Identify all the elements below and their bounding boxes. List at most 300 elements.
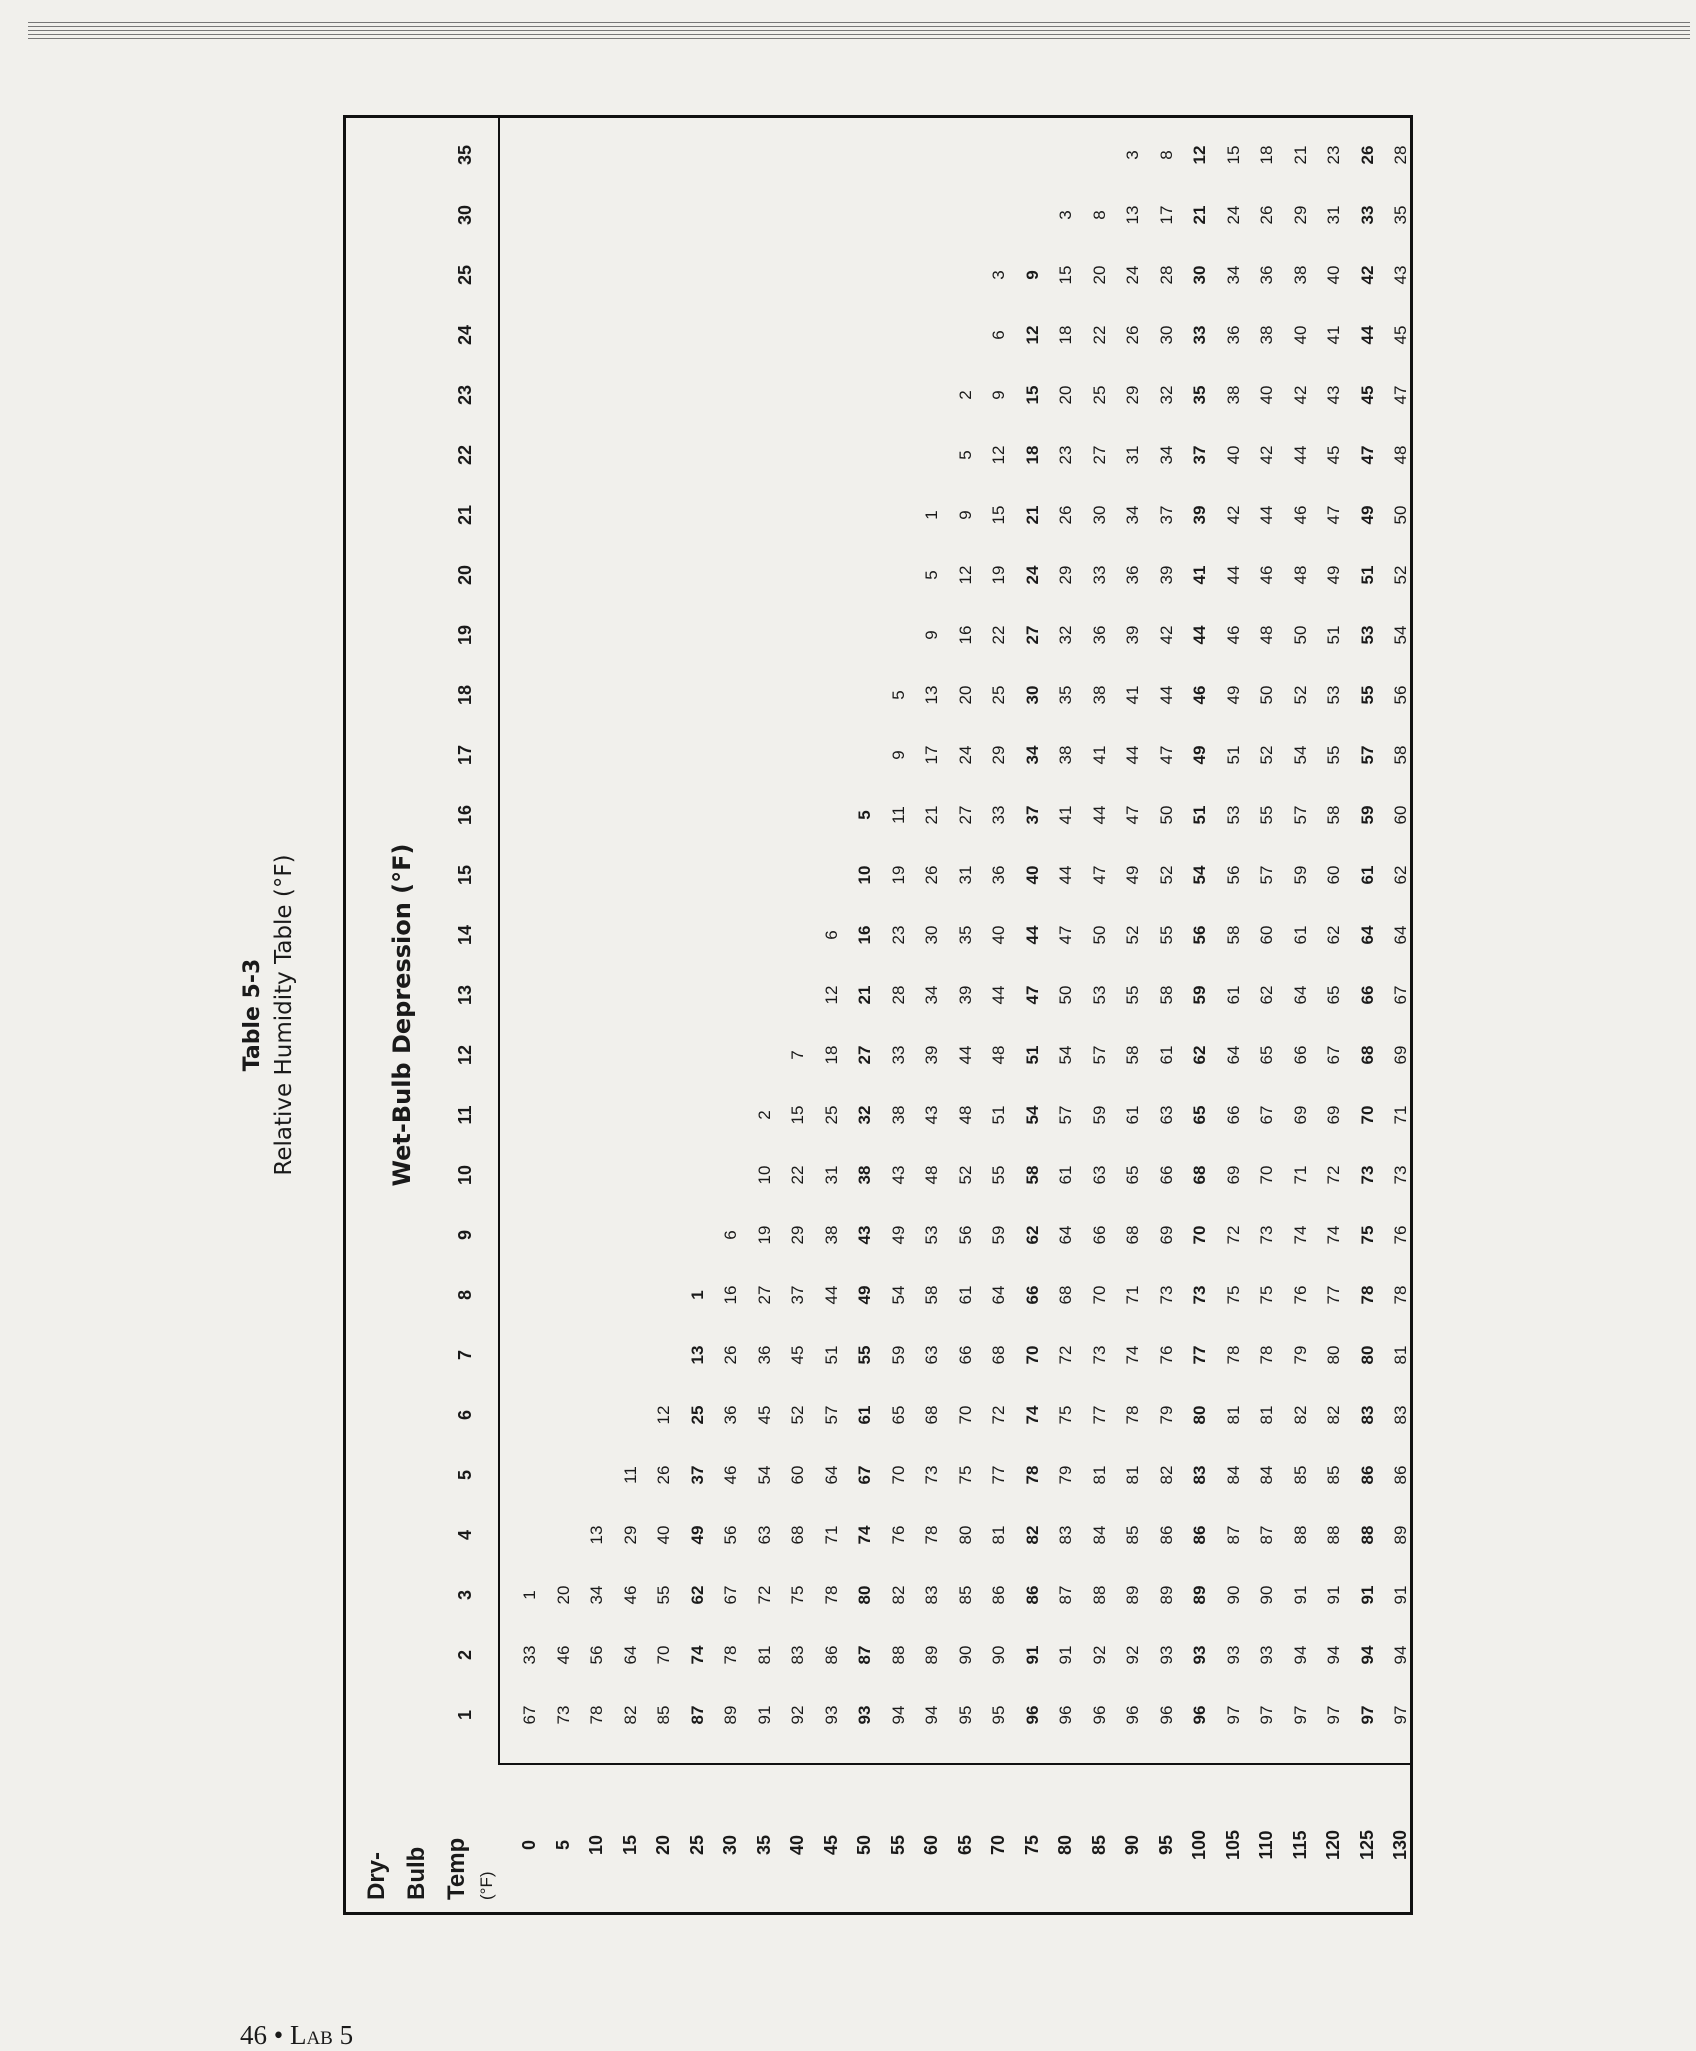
column-header: 14 — [455, 924, 475, 946]
humidity-cell: 90 — [1223, 1585, 1243, 1605]
humidity-cell: 47 — [1123, 805, 1142, 825]
humidity-cell: 85 — [955, 1585, 975, 1605]
humidity-cell: 27 — [1089, 445, 1109, 465]
table-row — [982, 115, 1015, 1915]
header-divider — [498, 115, 500, 1765]
humidity-cell: 27 — [955, 805, 975, 825]
humidity-cell: 59 — [888, 1345, 908, 1365]
humidity-cell: 63 — [922, 1345, 941, 1365]
humidity-cell: 87 — [1257, 1525, 1276, 1545]
humidity-cell: 83 — [1190, 1465, 1209, 1485]
humidity-cell: 40 — [1257, 385, 1276, 405]
humidity-cell: 45 — [788, 1345, 807, 1365]
humidity-cell: 75 — [1223, 1285, 1243, 1305]
humidity-cell: 51 — [1324, 625, 1343, 645]
humidity-cell: 63 — [1089, 1165, 1109, 1185]
humidity-cell: 16 — [955, 625, 975, 645]
humidity-cell: 58 — [922, 1285, 941, 1305]
humidity-cell: 91 — [1391, 1585, 1410, 1605]
column-header: 12 — [455, 1044, 475, 1066]
dry-bulb-temp: 130 — [1390, 1829, 1410, 1861]
humidity-cell: 42 — [1156, 625, 1176, 645]
humidity-cell: 64 — [620, 1645, 640, 1665]
table-row — [1317, 115, 1350, 1915]
humidity-cell: 59 — [1190, 985, 1209, 1005]
humidity-cell: 26 — [922, 865, 941, 885]
humidity-cell: 25 — [989, 685, 1008, 705]
humidity-cell: 59 — [989, 1225, 1008, 1245]
humidity-cell: 81 — [1223, 1405, 1243, 1425]
column-header: 10 — [455, 1164, 475, 1186]
humidity-cell: 47 — [1156, 745, 1176, 765]
humidity-cell: 8 — [1156, 150, 1176, 160]
humidity-cell: 24 — [1123, 265, 1142, 285]
humidity-cell: 52 — [1391, 565, 1410, 585]
humidity-cell: 74 — [1123, 1345, 1142, 1365]
humidity-cell: 49 — [1223, 685, 1243, 705]
humidity-cell: 82 — [1022, 1525, 1042, 1545]
humidity-cell: 24 — [1223, 205, 1243, 225]
humidity-cell: 46 — [620, 1585, 640, 1605]
humidity-cell: 55 — [855, 1345, 874, 1365]
humidity-cell: 66 — [955, 1345, 975, 1365]
humidity-cell: 61 — [955, 1285, 975, 1305]
humidity-cell: 39 — [922, 1045, 941, 1065]
humidity-cell: 40 — [1290, 325, 1310, 345]
humidity-cell: 26 — [1123, 325, 1142, 345]
humidity-cell: 16 — [855, 925, 874, 945]
humidity-cell: 18 — [1056, 325, 1075, 345]
humidity-cell: 52 — [1257, 745, 1276, 765]
humidity-cell: 9 — [989, 390, 1008, 400]
humidity-cell: 50 — [1257, 685, 1276, 705]
humidity-cell: 34 — [1223, 265, 1243, 285]
humidity-cell: 94 — [1290, 1645, 1310, 1665]
humidity-cell: 90 — [989, 1645, 1008, 1665]
humidity-cell: 24 — [955, 745, 975, 765]
humidity-cell: 53 — [1324, 685, 1343, 705]
humidity-cell: 78 — [721, 1645, 740, 1665]
humidity-cell: 48 — [922, 1165, 941, 1185]
humidity-cell: 29 — [1123, 385, 1142, 405]
humidity-cell: 88 — [1324, 1525, 1343, 1545]
humidity-cell: 70 — [1022, 1345, 1042, 1365]
humidity-cell: 36 — [1257, 265, 1276, 285]
humidity-cell: 84 — [1257, 1465, 1276, 1485]
table-row — [547, 115, 580, 1915]
humidity-cell: 78 — [1257, 1345, 1276, 1365]
humidity-cell: 31 — [955, 865, 975, 885]
humidity-cell: 23 — [1056, 445, 1075, 465]
humidity-cell: 39 — [1156, 565, 1176, 585]
page-number: 46 — [240, 2020, 267, 2050]
dry-bulb-temp: 55 — [887, 1834, 908, 1856]
humidity-cell: 49 — [1123, 865, 1142, 885]
humidity-cell: 26 — [1357, 145, 1377, 165]
column-header: 35 — [455, 144, 475, 166]
humidity-cell: 96 — [1089, 1705, 1109, 1725]
humidity-cell: 15 — [1022, 385, 1042, 405]
rotated-table-block — [240, 115, 1413, 1915]
table-row — [815, 115, 848, 1915]
humidity-cell: 65 — [1257, 1045, 1276, 1065]
humidity-cell: 93 — [855, 1705, 874, 1725]
humidity-cell: 91 — [1022, 1645, 1042, 1665]
humidity-cell: 47 — [1391, 385, 1410, 405]
humidity-cell: 46 — [553, 1645, 573, 1665]
humidity-cell: 38 — [1257, 325, 1276, 345]
dry-bulb-temp: 45 — [820, 1834, 841, 1856]
humidity-cell: 57 — [1357, 745, 1377, 765]
humidity-cell: 49 — [855, 1285, 874, 1305]
humidity-cell: 91 — [1357, 1585, 1377, 1605]
humidity-cell: 77 — [1089, 1405, 1109, 1425]
humidity-cell: 78 — [1357, 1285, 1377, 1305]
humidity-cell: 11 — [888, 806, 908, 824]
humidity-cell: 67 — [1391, 985, 1410, 1005]
dry-bulb-temp: 20 — [653, 1834, 673, 1856]
humidity-cell: 10 — [855, 865, 874, 885]
humidity-cell: 88 — [1089, 1585, 1109, 1605]
humidity-cell: 70 — [1190, 1225, 1209, 1245]
humidity-cell: 13 — [922, 685, 941, 705]
humidity-cell: 51 — [1223, 745, 1243, 765]
humidity-cell: 47 — [1324, 505, 1343, 525]
humidity-cell: 5 — [855, 810, 874, 820]
dry-bulb-temp: 75 — [1021, 1834, 1042, 1856]
humidity-cell: 85 — [654, 1705, 673, 1725]
humidity-cell: 6 — [821, 930, 841, 940]
humidity-cell: 87 — [1056, 1585, 1075, 1605]
humidity-cell: 72 — [1056, 1345, 1075, 1365]
humidity-cell: 71 — [1290, 1165, 1310, 1185]
dry-bulb-temp: 50 — [854, 1834, 874, 1856]
humidity-cell: 76 — [1290, 1285, 1310, 1305]
humidity-cell: 34 — [1156, 445, 1176, 465]
humidity-cell: 96 — [1190, 1705, 1209, 1725]
humidity-cell: 70 — [1357, 1105, 1377, 1125]
humidity-cell: 41 — [1123, 685, 1142, 705]
dry-bulb-temp: 120 — [1323, 1829, 1343, 1861]
humidity-cell: 69 — [1290, 1105, 1310, 1125]
table-row — [647, 115, 680, 1915]
humidity-cell: 37 — [687, 1465, 707, 1485]
humidity-cell: 56 — [587, 1645, 606, 1665]
humidity-cell: 27 — [855, 1045, 874, 1065]
humidity-cell: 47 — [1357, 445, 1377, 465]
column-header: 9 — [455, 1230, 475, 1241]
page-footer — [240, 2020, 353, 2051]
humidity-cell: 77 — [1190, 1345, 1209, 1365]
humidity-cell: 13 — [1123, 205, 1142, 225]
humidity-cell: 64 — [1391, 925, 1410, 945]
humidity-cell: 36 — [754, 1345, 774, 1365]
humidity-cell: 64 — [821, 1465, 841, 1485]
humidity-cell: 5 — [922, 570, 941, 580]
humidity-cell: 62 — [1190, 1045, 1209, 1065]
humidity-cell: 66 — [1156, 1165, 1176, 1185]
humidity-cell: 80 — [1190, 1405, 1209, 1425]
humidity-cell: 83 — [1056, 1525, 1075, 1545]
humidity-cell: 18 — [1022, 445, 1042, 465]
humidity-cell: 88 — [888, 1645, 908, 1665]
humidity-cell: 54 — [1290, 745, 1310, 765]
column-header: 6 — [455, 1410, 475, 1421]
humidity-cell: 51 — [1190, 805, 1209, 825]
humidity-cell: 89 — [1156, 1585, 1176, 1605]
humidity-cell: 50 — [1089, 925, 1109, 945]
table-row — [1217, 115, 1250, 1915]
humidity-cell: 6 — [721, 1230, 740, 1240]
table-row — [1284, 115, 1317, 1915]
dry-bulb-temp: 0 — [519, 1840, 539, 1851]
humidity-cell: 75 — [788, 1585, 807, 1605]
humidity-cell: 50 — [1156, 805, 1176, 825]
humidity-cell: 45 — [754, 1405, 774, 1425]
humidity-cell: 12 — [1022, 325, 1042, 345]
humidity-cell: 59 — [1357, 805, 1377, 825]
humidity-cell: 92 — [1089, 1645, 1109, 1665]
humidity-cell: 96 — [1022, 1705, 1042, 1725]
humidity-cell: 9 — [1022, 270, 1042, 280]
humidity-cell: 54 — [888, 1285, 908, 1305]
humidity-cell: 13 — [587, 1525, 606, 1545]
dry-bulb-temp: 70 — [988, 1834, 1008, 1856]
dry-bulb-temp: 30 — [720, 1834, 740, 1856]
humidity-cell: 70 — [654, 1645, 673, 1665]
humidity-cell: 88 — [1290, 1525, 1310, 1545]
humidity-cell: 31 — [821, 1165, 841, 1185]
humidity-cell: 36 — [721, 1405, 740, 1425]
dry-bulb-temp: 10 — [586, 1834, 606, 1856]
humidity-cell: 33 — [1357, 205, 1377, 225]
column-header: 19 — [455, 624, 475, 646]
humidity-cell: 54 — [1056, 1045, 1075, 1065]
table-row — [513, 115, 546, 1915]
humidity-cell: 95 — [955, 1705, 975, 1725]
humidity-cell: 76 — [888, 1525, 908, 1545]
humidity-cell: 67 — [1257, 1105, 1276, 1125]
humidity-cell: 79 — [1156, 1405, 1176, 1425]
humidity-cell: 57 — [1056, 1105, 1075, 1125]
humidity-cell: 53 — [1089, 985, 1109, 1005]
humidity-cell: 43 — [1391, 265, 1410, 285]
humidity-cell: 64 — [989, 1285, 1008, 1305]
humidity-cell: 23 — [1324, 145, 1343, 165]
humidity-cell: 32 — [1056, 625, 1075, 645]
humidity-cell: 74 — [1022, 1405, 1042, 1425]
humidity-cell: 80 — [1324, 1345, 1343, 1365]
humidity-cell: 53 — [922, 1225, 941, 1245]
humidity-cell: 89 — [1123, 1585, 1142, 1605]
humidity-cell: 69 — [1324, 1105, 1343, 1125]
humidity-cell: 57 — [1257, 865, 1276, 885]
humidity-cell: 78 — [1123, 1405, 1142, 1425]
humidity-cell: 33 — [888, 1045, 908, 1065]
humidity-cell: 44 — [1089, 805, 1109, 825]
humidity-cell: 23 — [888, 925, 908, 945]
humidity-cell: 19 — [754, 1225, 774, 1245]
humidity-cell: 53 — [1357, 625, 1377, 645]
humidity-cell: 55 — [654, 1585, 673, 1605]
humidity-cell: 87 — [855, 1645, 874, 1665]
humidity-cell: 78 — [1022, 1465, 1042, 1485]
lab-label: Lab 5 — [289, 2020, 354, 2050]
dry-bulb-temp: 35 — [753, 1834, 774, 1856]
humidity-cell: 11 — [620, 1466, 640, 1484]
dry-bulb-temp: 100 — [1189, 1829, 1209, 1861]
humidity-cell: 93 — [1257, 1645, 1276, 1665]
humidity-cell: 97 — [1257, 1705, 1276, 1725]
humidity-cell: 44 — [1022, 925, 1042, 945]
humidity-cell: 31 — [1123, 445, 1142, 465]
humidity-cell: 37 — [1156, 505, 1176, 525]
humidity-cell: 58 — [1123, 1045, 1142, 1065]
humidity-cell: 52 — [788, 1405, 807, 1425]
column-header: 7 — [455, 1350, 475, 1361]
humidity-cell: 80 — [955, 1525, 975, 1545]
humidity-cell: 50 — [1290, 625, 1310, 645]
humidity-cell: 58 — [1223, 925, 1243, 945]
dry-bulb-temp: 85 — [1088, 1834, 1109, 1856]
humidity-cell: 29 — [1056, 565, 1075, 585]
humidity-cell: 52 — [1290, 685, 1310, 705]
humidity-cell: 71 — [1391, 1105, 1410, 1125]
humidity-cell: 49 — [1324, 565, 1343, 585]
humidity-cell: 40 — [1022, 865, 1042, 885]
humidity-cell: 64 — [1357, 925, 1377, 945]
humidity-cell: 41 — [1190, 565, 1209, 585]
humidity-cell: 44 — [1056, 865, 1075, 885]
humidity-cell: 44 — [1190, 625, 1209, 645]
dry-bulb-temp: 60 — [921, 1834, 941, 1856]
humidity-cell: 75 — [1056, 1405, 1075, 1425]
humidity-cell: 51 — [821, 1345, 841, 1365]
humidity-cell: 44 — [821, 1285, 841, 1305]
humidity-cell: 78 — [1223, 1345, 1243, 1365]
humidity-cell: 34 — [922, 985, 941, 1005]
humidity-cell: 82 — [1324, 1405, 1343, 1425]
humidity-cell: 45 — [1357, 385, 1377, 405]
dry-bulb-temp: 125 — [1356, 1829, 1377, 1861]
humidity-cell: 96 — [1056, 1705, 1075, 1725]
humidity-cell: 67 — [520, 1705, 539, 1725]
humidity-cell: 46 — [1223, 625, 1243, 645]
humidity-cell: 3 — [1056, 210, 1075, 220]
humidity-cell: 74 — [687, 1645, 707, 1665]
humidity-cell: 65 — [888, 1405, 908, 1425]
humidity-cell: 61 — [1357, 865, 1377, 885]
humidity-cell: 51 — [1357, 565, 1377, 585]
humidity-cell: 80 — [1357, 1345, 1377, 1365]
humidity-cell: 52 — [955, 1165, 975, 1185]
humidity-cell: 33 — [1190, 325, 1209, 345]
humidity-cell: 62 — [687, 1585, 707, 1605]
table-title: Relative Humidity Table (°F) — [271, 854, 297, 1176]
dry-bulb-temp: 25 — [686, 1834, 707, 1856]
humidity-cell: 49 — [1357, 505, 1377, 525]
humidity-cell: 75 — [1257, 1285, 1276, 1305]
row-heading-bulb: Bulb — [403, 1846, 430, 1900]
humidity-cell: 30 — [922, 925, 941, 945]
humidity-cell: 85 — [1324, 1465, 1343, 1485]
humidity-cell: 83 — [1357, 1405, 1377, 1425]
humidity-cell: 51 — [1022, 1045, 1042, 1065]
humidity-cell: 2 — [754, 1110, 774, 1120]
humidity-cell: 3 — [1123, 150, 1142, 160]
humidity-cell: 63 — [1156, 1105, 1176, 1125]
humidity-cell: 87 — [687, 1705, 707, 1725]
humidity-cell: 44 — [1123, 745, 1142, 765]
humidity-cell: 38 — [1290, 265, 1310, 285]
humidity-cell: 86 — [1156, 1525, 1176, 1545]
humidity-cell: 35 — [1391, 205, 1410, 225]
humidity-cell: 47 — [1022, 985, 1042, 1005]
table-row — [580, 115, 613, 1915]
humidity-cell: 81 — [1257, 1405, 1276, 1425]
humidity-cell: 26 — [1257, 205, 1276, 225]
humidity-cell: 66 — [1022, 1285, 1042, 1305]
humidity-cell: 39 — [1123, 625, 1142, 645]
humidity-cell: 72 — [754, 1585, 774, 1605]
row-heading-dry: Dry- — [363, 1851, 390, 1900]
humidity-cell: 38 — [821, 1225, 841, 1245]
humidity-cell: 70 — [1089, 1285, 1109, 1305]
humidity-cell: 73 — [1357, 1165, 1377, 1185]
humidity-cell: 1 — [922, 510, 941, 520]
humidity-cell: 46 — [1257, 565, 1276, 585]
humidity-cell: 40 — [989, 925, 1008, 945]
humidity-cell: 62 — [1022, 1225, 1042, 1245]
humidity-cell: 40 — [654, 1525, 673, 1545]
humidity-cell: 73 — [922, 1465, 941, 1485]
humidity-cell: 60 — [1391, 805, 1410, 825]
humidity-cell: 73 — [1391, 1165, 1410, 1185]
column-header: 4 — [455, 1530, 475, 1541]
humidity-cell: 86 — [1391, 1465, 1410, 1485]
humidity-cell: 62 — [1324, 925, 1343, 945]
humidity-cell: 32 — [1156, 385, 1176, 405]
humidity-cell: 78 — [821, 1585, 841, 1605]
humidity-cell: 48 — [1391, 445, 1410, 465]
humidity-cell: 81 — [1123, 1465, 1142, 1485]
column-header: 8 — [455, 1290, 475, 1301]
humidity-cell: 64 — [1290, 985, 1310, 1005]
humidity-cell: 70 — [955, 1405, 975, 1425]
humidity-cell: 18 — [821, 1045, 841, 1065]
humidity-cell: 74 — [855, 1525, 874, 1545]
humidity-cell: 48 — [1290, 565, 1310, 585]
humidity-cell: 21 — [1290, 145, 1310, 165]
humidity-cell: 42 — [1357, 265, 1377, 285]
humidity-cell: 94 — [922, 1705, 941, 1725]
humidity-cell: 41 — [1089, 745, 1109, 765]
table-row — [1250, 115, 1283, 1915]
humidity-cell: 1 — [520, 1590, 539, 1600]
humidity-cell: 2 — [955, 390, 975, 400]
humidity-cell: 47 — [1089, 865, 1109, 885]
humidity-cell: 94 — [1324, 1645, 1343, 1665]
humidity-cell: 91 — [1290, 1585, 1310, 1605]
humidity-cell: 82 — [888, 1585, 908, 1605]
table-row — [681, 115, 714, 1915]
humidity-cell: 90 — [1257, 1585, 1276, 1605]
humidity-cell: 15 — [788, 1105, 807, 1125]
humidity-cell: 1 — [687, 1290, 707, 1300]
humidity-cell: 72 — [1324, 1165, 1343, 1185]
humidity-cell: 59 — [1089, 1105, 1109, 1125]
column-header: 22 — [455, 444, 475, 466]
